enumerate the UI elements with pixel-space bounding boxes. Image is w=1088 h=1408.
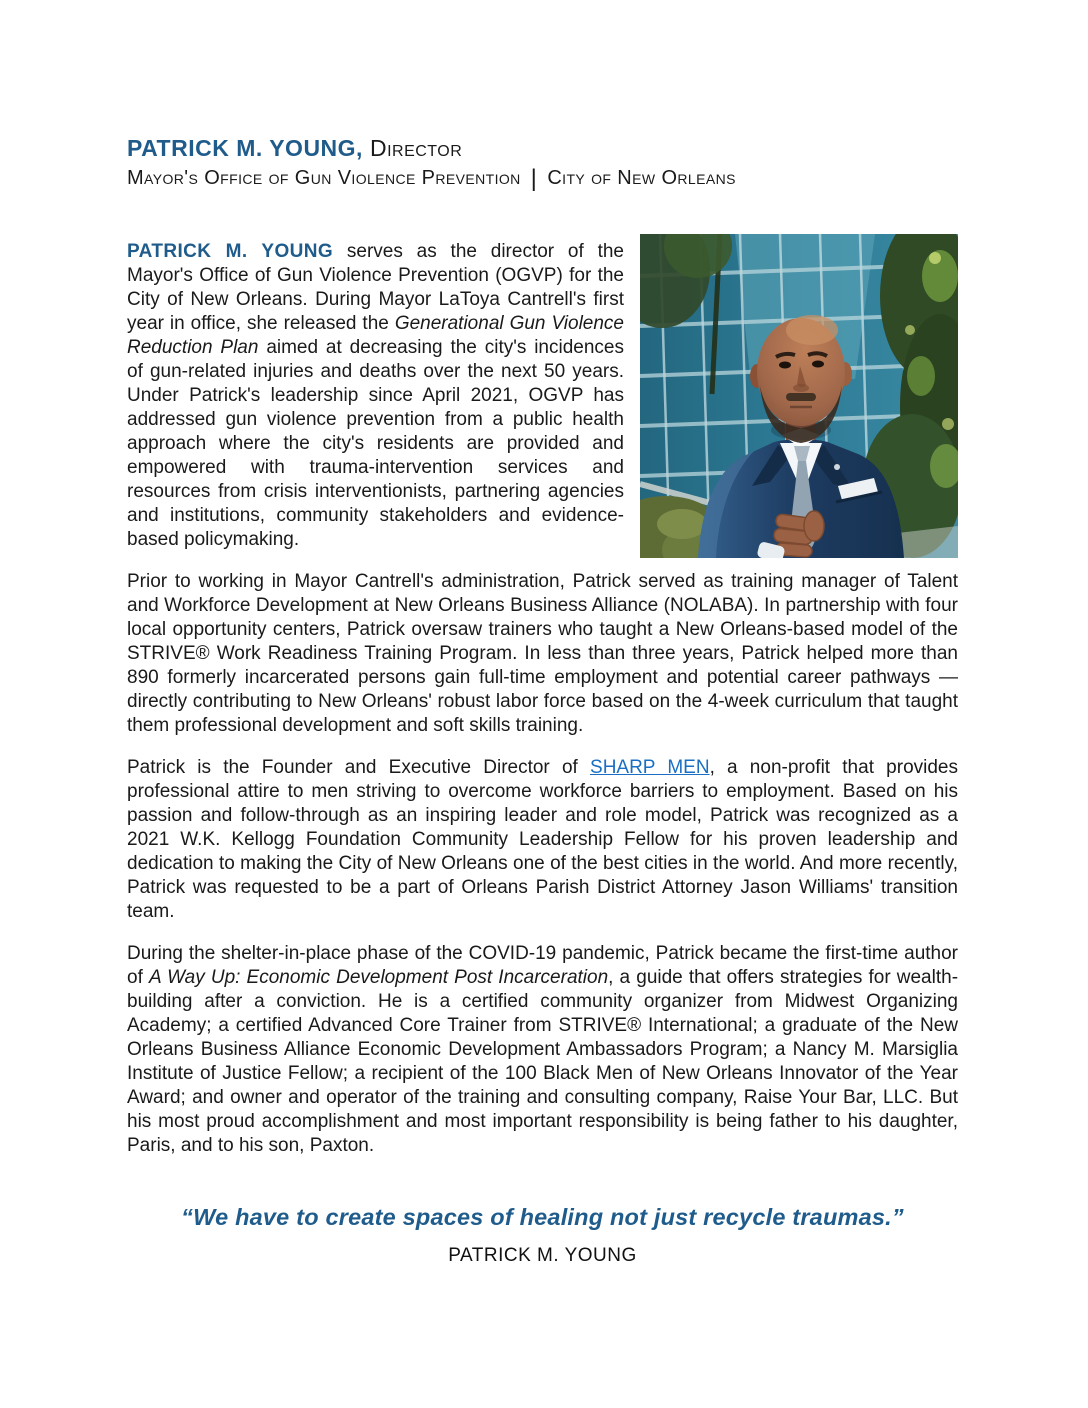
- bio-paragraph-3: [127, 756, 958, 924]
- header-subtitle: [127, 165, 958, 192]
- page-title: [127, 133, 958, 163]
- bio-p1-text-b: aimed at decreasing the city's incidences of gun-related injuries and deaths over the next 50 years. Under Patrick's leadership since April 2021, OGVP has addressed gun violence prevention from a public health approach where the city's residents are provided and empowered with trauma-intervention services and resources from crisis interventionists, partnering agencies and institutions, community stakeholders and evidence-based policymaking.: [127, 337, 624, 550]
- header-org: Mayor's Office of Gun Violence Prevention: [127, 167, 521, 189]
- quote-text: “We have to create spaces of healing not just recycle traumas.”: [181, 1204, 904, 1230]
- bio-paragraph-4: [127, 942, 958, 1158]
- header-name: PATRICK M. YOUNG,: [127, 135, 363, 161]
- sharp-men-link[interactable]: SHARP MEN: [590, 757, 710, 778]
- bio-p4-text-b: , a guide that offers strategies for wealth-building after a conviction. He is a certified community organizer from Midwest Organizing Academy; a certified Advanced Core Trainer from STRIVE® International; a graduate of the New Orleans Business Alliance Economic Development Ambassadors Program; a Nancy M. Marsiglia Institute of Justice Fellow; a recipient of the 100 Black Men of New Orleans Innovator of the Year Award; and owner and operator of the training and consulting company, Raise Your Bar, LLC. But his most proud accomplishment and most important responsibility is being father to his daughter, Paris, and to his son, Paxton.: [127, 967, 959, 1156]
- portrait-photo: [640, 234, 958, 558]
- bio-paragraph-2: Prior to working in Mayor Cantrell's administration, Patrick served as training manager of Talent and Workforce Development at New Orleans Business Alliance (NOLABA). In partnership with four local opportunity centers, Patrick oversaw trainers who taught a New Orleans-based model of the STRIVE® Work Readiness Training Program. In less than three years, Patrick helped more than 890 formerly incarcerated persons gain full-time employment and potential career pathways — directly contributing to New Orleans' robust labor force based on the 4-week curriculum that taught them professional development and soft skills training.: [127, 571, 958, 736]
- bio-p1-text-a: serves as the director of the Mayor's Office of Gun Violence Prevention (OGVP) for the City of New Orleans. During Mayor LaToya Cantrell's first year in office, she released the: [127, 241, 624, 334]
- quote-section: [127, 1202, 958, 1267]
- header-city: City of New Orleans: [547, 167, 736, 189]
- bio-p3-text-b: , a non-profit that provides professional attire to men striving to overcome workforce barriers to employment. Based on his passion and follow-through as an inspiring leader and role model, Patrick was recognized as a 2021 W.K. Kellogg Foundation Community Leadership Fellow for his proven leadership and dedication to making the City of New Orleans one of the best cities in the world. And more recently, Patrick was requested to be a part of Orleans Parish District Attorney Jason Williams' transition team.: [127, 757, 958, 922]
- bio-lead-name: PATRICK M. YOUNG: [127, 241, 334, 262]
- bio-p1-plan-title: Generational Gun Violence Reduction Plan: [127, 313, 624, 358]
- bio-body: [127, 240, 958, 1158]
- bio-p4-book-title: A Way Up: Economic Development Post Incarceration: [148, 967, 609, 988]
- bio-p4-text-a: During the shelter-in-place phase of the COVID-19 pandemic, Patrick became the first-time author of: [127, 943, 958, 988]
- header-role: Director: [369, 135, 463, 161]
- quote-attribution: PATRICK M. YOUNG: [448, 1245, 637, 1266]
- bio-p3-text-a: Patrick is the Founder and Executive Director of: [127, 757, 591, 778]
- header-separator: |: [530, 165, 538, 192]
- bio-intro-section: [127, 240, 958, 552]
